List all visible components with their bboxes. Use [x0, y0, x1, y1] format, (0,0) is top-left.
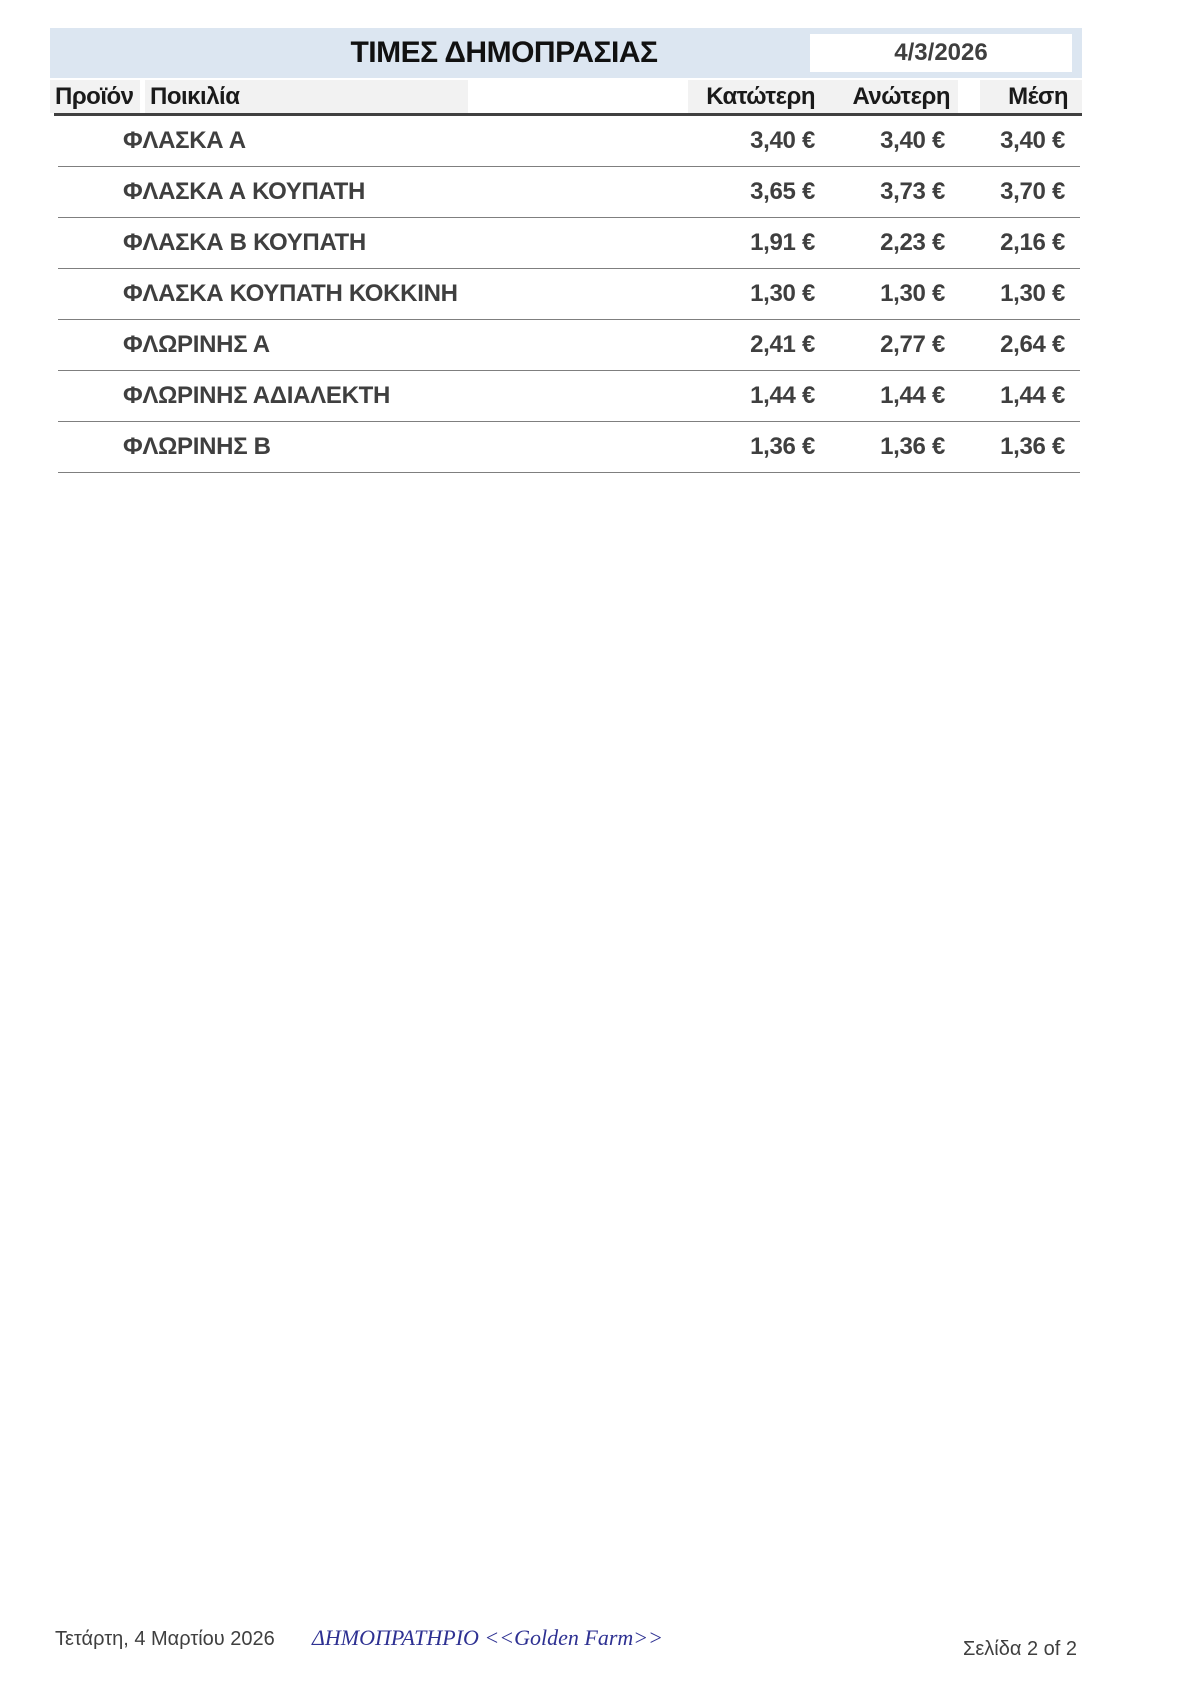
row-variety: ΦΛΩΡΙΝΗΣ ΑΔΙΑΛΕΚΤΗ — [123, 382, 390, 409]
page-title: ΤΙΜΕΣ ΔΗΜΟΠΡΑΣΙΑΣ — [350, 36, 658, 69]
row-price-high: 1,44 € — [880, 382, 945, 409]
row-price-avg: 2,64 € — [1000, 331, 1065, 358]
column-header-product: Προϊόν — [55, 83, 134, 110]
row-price-low: 1,30 € — [750, 280, 815, 307]
row-variety: ΦΛΑΣΚΑ Β ΚΟΥΠΑΤΗ — [123, 229, 366, 256]
row-variety: ΦΛΑΣΚΑ Α — [123, 127, 246, 154]
report-date: 4/3/2026 — [810, 34, 1072, 72]
row-price-avg: 3,70 € — [1000, 178, 1065, 205]
row-price-high: 2,77 € — [880, 331, 945, 358]
row-price-high: 1,30 € — [880, 280, 945, 307]
row-price-low: 1,44 € — [750, 382, 815, 409]
table-row — [0, 320, 1200, 371]
row-price-low: 1,36 € — [750, 433, 815, 460]
table-row — [0, 218, 1200, 269]
column-header-variety: Ποικιλία — [150, 83, 240, 110]
column-header-low: Κατώτερη — [706, 83, 815, 110]
row-price-low: 3,65 € — [750, 178, 815, 205]
column-header-high: Ανώτερη — [852, 83, 950, 110]
row-price-low: 2,41 € — [750, 331, 815, 358]
footer-date: Τετάρτη, 4 Μαρτίου 2026 — [55, 1628, 275, 1650]
row-variety: ΦΛΩΡΙΝΗΣ Β — [123, 433, 271, 460]
table-row — [0, 422, 1200, 473]
row-price-avg: 1,44 € — [1000, 382, 1065, 409]
row-price-avg: 1,36 € — [1000, 433, 1065, 460]
row-price-low: 1,91 € — [750, 229, 815, 256]
row-price-avg: 1,30 € — [1000, 280, 1065, 307]
price-table-body — [0, 116, 1200, 473]
row-price-high: 3,73 € — [880, 178, 945, 205]
footer-organization: ΔΗΜΟΠΡΑΤΗΡΙΟ <<Golden Farm>> — [312, 1625, 663, 1650]
row-price-high: 2,23 € — [880, 229, 945, 256]
column-header-avg: Μέση — [1008, 83, 1068, 110]
footer-page-number: Σελίδα 2 of 2 — [962, 1638, 1077, 1660]
row-price-low: 3,40 € — [750, 127, 815, 154]
row-variety: ΦΛΑΣΚΑ ΚΟΥΠΑΤΗ ΚΟΚΚΙΝΗ — [123, 280, 458, 307]
row-price-avg: 2,16 € — [1000, 229, 1065, 256]
row-price-high: 3,40 € — [880, 127, 945, 154]
table-row — [0, 269, 1200, 320]
row-variety: ΦΛΩΡΙΝΗΣ Α — [123, 331, 270, 358]
table-row — [0, 116, 1200, 167]
table-row — [0, 371, 1200, 422]
row-price-high: 1,36 € — [880, 433, 945, 460]
row-price-avg: 3,40 € — [1000, 127, 1065, 154]
row-variety: ΦΛΑΣΚΑ Α ΚΟΥΠΑΤΗ — [123, 178, 365, 205]
table-row — [0, 167, 1200, 218]
